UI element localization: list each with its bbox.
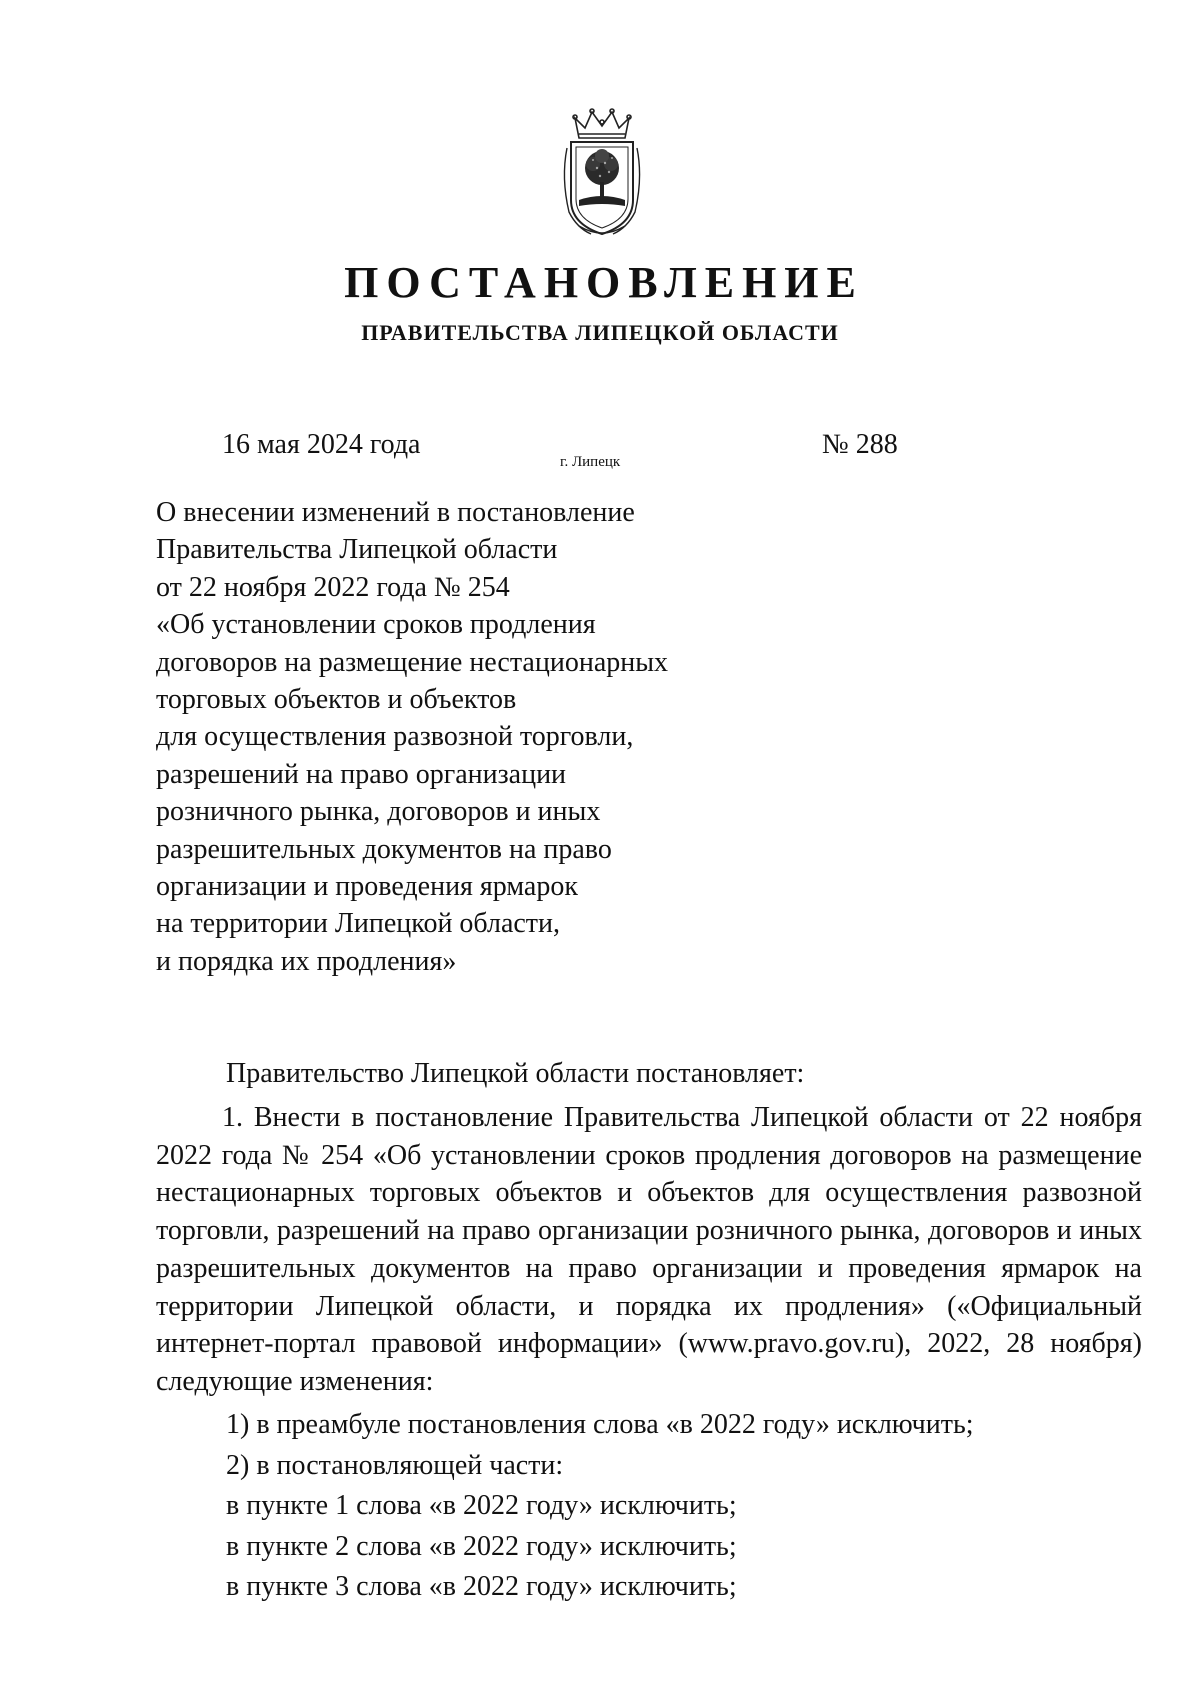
heading-line: на территории Липецкой области,	[156, 908, 561, 940]
heading-line: разрешений на право организации	[156, 758, 567, 790]
heading-line: О внесении изменений в постановление	[156, 497, 635, 528]
heading-line: «Об установлении сроков продления	[156, 609, 596, 641]
document-heading	[156, 494, 776, 980]
amendment-item: в пункте 3 слова «в 2022 году» исключить;	[226, 1571, 737, 1602]
heading-line: от 22 ноября 2022 года № 254	[156, 571, 510, 603]
heading-line: организации и проведения ярмарок	[156, 871, 578, 903]
heading-line: Правительства Липецкой области	[156, 534, 558, 566]
heading-line: торговых объектов и объектов	[156, 684, 517, 716]
heading-line: и порядка их продления»	[156, 945, 457, 977]
heading-line: разрешительных документов на право	[156, 833, 612, 865]
amendment-item: 1) в преамбуле постановления слова «в 2022 году» исключить;	[226, 1409, 974, 1440]
paragraph-1: 1. Внести в постановление Правительства Липецкой области от 22 ноября 2022 года № 254 «Об установлении сроков продления договоров на размещение нестационарных торговых объектов и объектов для осуществления развозной торговли, разрешений на право организации розничного рынка, договоров и иных разрешительных документов на право организации и проведения ярмарок на территории Липецкой области, и порядка их продления» («Официальный интернет-портал правовой информации» (www.pravo.gov.ru), 2022, 28 ноября) следующие изменения:	[156, 1102, 1142, 1397]
amendment-item: в пункте 1 слова «в 2022 году» исключить;	[226, 1490, 737, 1521]
heading-line: розничного рынка, договоров и иных	[156, 796, 601, 828]
document-date: 16 мая 2024 года	[222, 429, 421, 460]
heading-line: договоров на размещение нестационарных	[156, 646, 669, 678]
document-title: ПОСТАНОВЛЕНИЕ	[344, 258, 864, 307]
heading-line: для осуществления развозной торговли,	[156, 721, 634, 753]
document-city: г. Липецк	[560, 454, 621, 470]
document-number: № 288	[822, 429, 898, 460]
document-subtitle: ПРАВИТЕЛЬСТВА ЛИПЕЦКОЙ ОБЛАСТИ	[361, 320, 839, 345]
amendment-item: 2) в постановляющей части:	[226, 1449, 564, 1481]
resolution-intro: Правительство Липецкой области постановляет:	[226, 1058, 805, 1089]
coat-of-arms-emblem	[557, 108, 647, 240]
amendment-item: в пункте 2 слова «в 2022 году» исключить;	[226, 1530, 737, 1562]
amendment-items	[226, 1405, 974, 1608]
